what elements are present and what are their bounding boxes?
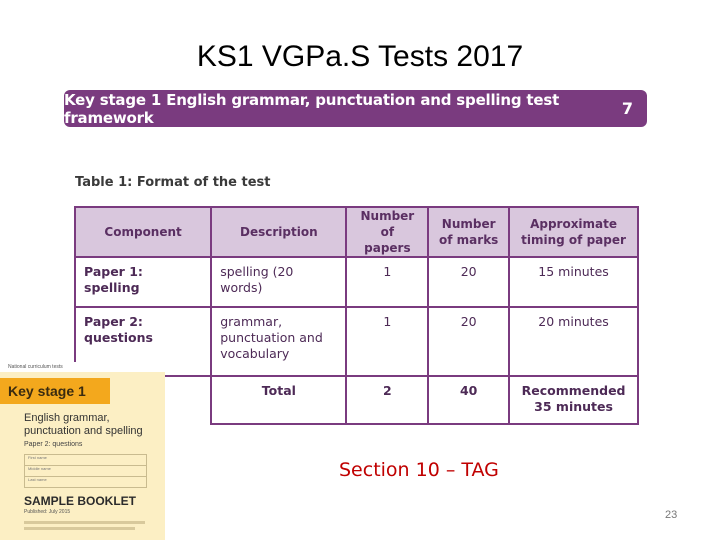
- sample-booklet-image: [0, 362, 165, 540]
- booklet-published: Published: July 2015: [24, 509, 71, 515]
- table-header-row: [75, 207, 638, 257]
- booklet-key-stage: Key stage 1: [0, 378, 110, 404]
- total-papers: 2: [346, 376, 428, 424]
- row-component: Paper 1: spelling: [75, 257, 211, 307]
- row-description: grammar, punctuation and vocabulary: [211, 307, 346, 376]
- row-marks: 20: [428, 307, 509, 376]
- total-timing: Recommended 35 minutes: [509, 376, 638, 424]
- booklet-sample-label: SAMPLE BOOKLET: [24, 494, 137, 508]
- row-timing: 15 minutes: [509, 257, 638, 307]
- row-marks: 20: [428, 257, 509, 307]
- table-row: [75, 257, 638, 307]
- banner-page-number: 7: [621, 99, 633, 118]
- row-papers: 1: [346, 307, 428, 376]
- booklet-fine-print: [24, 527, 135, 530]
- section-label: Section 10 – TAG: [339, 459, 499, 481]
- total-marks: 40: [428, 376, 509, 424]
- booklet-middle-name-line: Middle name: [25, 466, 146, 477]
- row-component: Paper 2: questions: [75, 307, 211, 376]
- header-description: Description: [211, 207, 346, 257]
- row-papers: 1: [346, 257, 428, 307]
- header-component: Component: [75, 207, 211, 257]
- header-timing: Approximate timing of paper: [509, 207, 638, 257]
- row-timing: 20 minutes: [509, 307, 638, 376]
- booklet-paper: Paper 2: questions: [24, 441, 83, 448]
- row-description: spelling (20 words): [211, 257, 346, 307]
- framework-banner: [64, 90, 647, 127]
- header-number-of-marks: Number of marks: [428, 207, 509, 257]
- booklet-name-lines: [24, 454, 147, 488]
- banner-title: Key stage 1 English grammar, punctuation and spelling test framework: [64, 90, 560, 127]
- header-number-of-papers: Number of papers: [346, 207, 428, 257]
- booklet-last-name-line: Last name: [28, 477, 47, 482]
- total-label: Total: [211, 376, 346, 424]
- booklet-top-strip: National curriculum tests: [0, 362, 165, 372]
- slide-title: KS1 VGPa.S Tests 2017: [196, 40, 524, 73]
- booklet-first-name-line: First name: [25, 455, 146, 466]
- page-number: 23: [665, 509, 678, 521]
- booklet-fine-print: [24, 521, 145, 524]
- table-caption: Table 1: Format of the test: [75, 175, 271, 190]
- booklet-subject: English grammar, punctuation and spelling: [24, 412, 143, 437]
